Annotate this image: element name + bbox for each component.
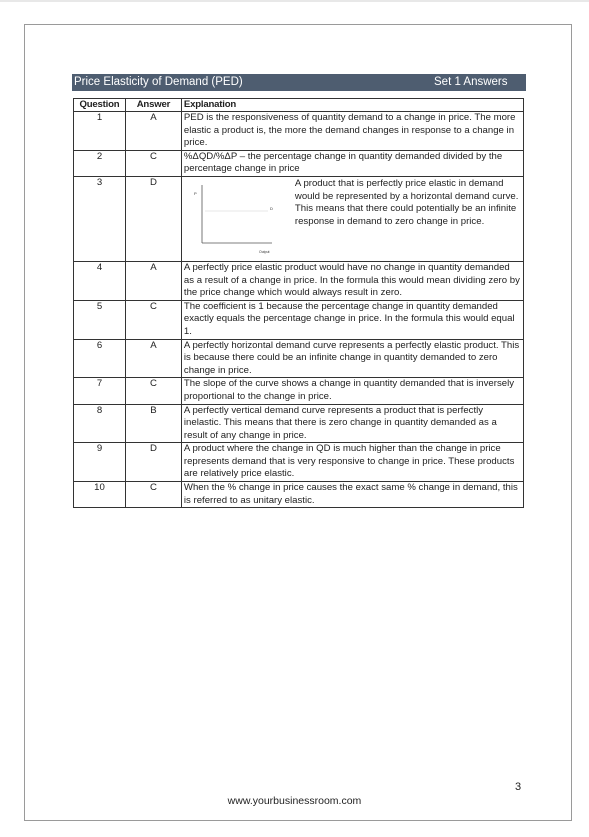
set-label: Set 1 Answers <box>434 76 508 88</box>
header-bar <box>72 74 526 91</box>
top-strip <box>0 0 589 2</box>
question-number: 1 <box>74 112 126 151</box>
question-number: 8 <box>74 404 126 443</box>
explanation-text: When the % change in price causes the exact same % change in demand, this is referred to as unitary elastic. <box>181 482 523 508</box>
explanation-text: The coefficient is 1 because the percentage change in quantity demanded exactly equals the percentage change in price. In the formula this would equal 1. <box>181 300 523 339</box>
table-row <box>74 112 524 151</box>
page-number: 3 <box>515 781 522 793</box>
question-number: 4 <box>74 261 126 300</box>
explanation-text: A product where the change in QD is much higher than the change in price represents demand that is very responsive to change in price. These products are relatively price elastic. <box>181 443 523 482</box>
answer-letter: B <box>125 404 181 443</box>
answer-letter: A <box>125 112 181 151</box>
page-title: Price Elasticity of Demand (PED) <box>74 76 243 88</box>
answer-letter: C <box>125 300 181 339</box>
question-number: 5 <box>74 300 126 339</box>
explanation-text: A perfectly price elastic product would have no change in quantity demanded as a result of a change in price. In the formula this would mean dividing zero by the price change which would always result in zero. <box>181 261 523 300</box>
explanation-text: A product that is perfectly price elastic in demand would be represented by a horizontal demand curve. This means that there could potentially be an infinite response in demand to zero change in price. <box>294 177 519 227</box>
column-header-answer: Answer <box>125 99 181 112</box>
explanation-cell-with-graph <box>181 176 523 261</box>
question-number: 2 <box>74 150 126 176</box>
graph-curve-label: D <box>269 205 273 211</box>
answer-letter: D <box>125 443 181 482</box>
answer-letter: C <box>125 378 181 404</box>
table-row <box>74 261 524 300</box>
horizontal-demand-graph <box>188 181 288 257</box>
table-row <box>74 150 524 176</box>
answer-letter: A <box>125 261 181 300</box>
question-number: 10 <box>74 482 126 508</box>
table-row <box>74 443 524 482</box>
table-row <box>74 404 524 443</box>
table-row <box>74 482 524 508</box>
question-number: 3 <box>74 176 126 261</box>
question-number: 9 <box>74 443 126 482</box>
graph-x-label: Output <box>258 249 270 254</box>
explanation-text: %ΔQD/%ΔP – the percentage change in quantity demanded divided by the percentage change in price <box>181 150 523 176</box>
table-header-row <box>74 99 524 112</box>
question-number: 6 <box>74 339 126 378</box>
explanation-text: A perfectly vertical demand curve represents a product that is perfectly inelastic. This means that there is zero change in quantity demanded as a result of any change in price. <box>181 404 523 443</box>
table-row <box>74 176 524 261</box>
answer-letter: D <box>125 176 181 261</box>
column-header-question: Question <box>74 99 126 112</box>
footer-url[interactable]: www.yourbusinessroom.com <box>227 795 362 807</box>
answer-letter: A <box>125 339 181 378</box>
table-row <box>74 300 524 339</box>
question-number: 7 <box>74 378 126 404</box>
answer-letter: C <box>125 482 181 508</box>
answer-letter: C <box>125 150 181 176</box>
table-row <box>74 339 524 378</box>
column-header-explanation: Explanation <box>181 99 523 112</box>
table-row <box>74 378 524 404</box>
explanation-text: A perfectly horizontal demand curve represents a perfectly elastic product. This is because there could be an infinite change in quantity demanded to zero change in price. <box>181 339 523 378</box>
answers-table <box>73 98 524 508</box>
explanation-text: PED is the responsiveness of quantity demand to a change in price. The more elastic a product is, the more the demand changes in response to a change in price. <box>181 112 523 151</box>
graph-y-label: P <box>193 190 197 196</box>
explanation-text: The slope of the curve shows a change in quantity demanded that is inversely proportional to the change in price. <box>181 378 523 404</box>
